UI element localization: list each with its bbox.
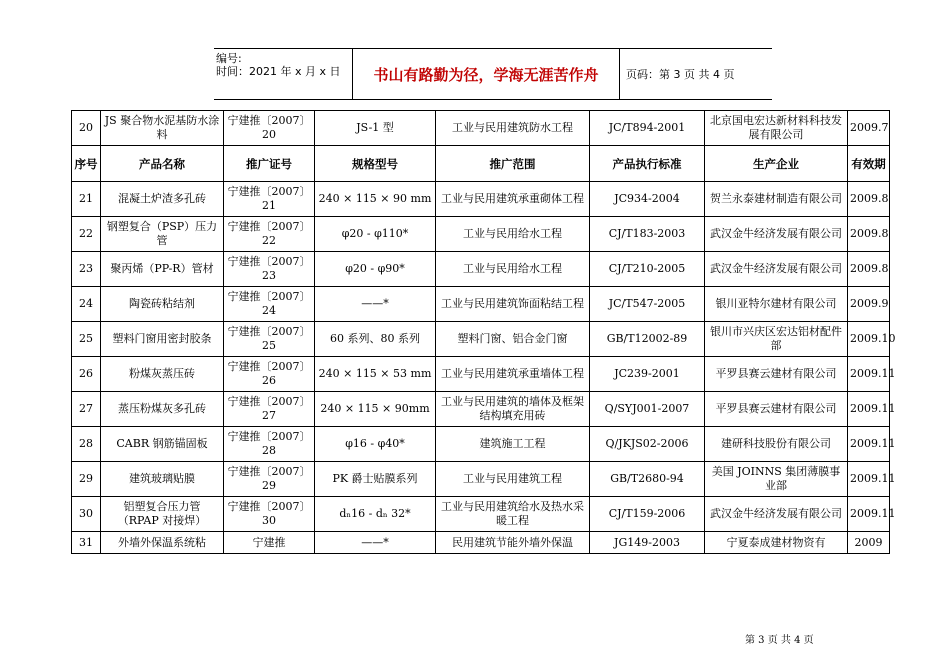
cell-no: 31 (72, 532, 101, 554)
cell-no: 24 (72, 287, 101, 322)
cell-cert: 宁建推〔2007〕26 (224, 357, 315, 392)
cell-standard: GB/T12002-89 (590, 322, 705, 357)
cell-valid: 2009.8 (848, 217, 890, 252)
cell-cert: 宁建推 (224, 532, 315, 554)
cell-valid: 2009 (848, 532, 890, 554)
cell-cert: 宁建推〔2007〕28 (224, 427, 315, 462)
cell-spec: ——* (315, 287, 436, 322)
header-spec: 规格型号 (315, 146, 436, 182)
header-name: 产品名称 (101, 146, 224, 182)
cell-cert: 宁建推〔2007〕24 (224, 287, 315, 322)
cell-cert: 宁建推〔2007〕21 (224, 182, 315, 217)
cell-valid: 2009.8 (848, 252, 890, 287)
motto: 书山有路勤为径，学海无涯苦作舟 (353, 49, 620, 99)
cell-scope: 工业与民用建筑承重墙体工程 (436, 357, 590, 392)
cell-company: 平罗县赛云建材有限公司 (705, 392, 848, 427)
cell-standard: CJ/T159-2006 (590, 497, 705, 532)
cell-spec: JS-1 型 (315, 111, 436, 146)
cell-valid: 2009.11 (848, 427, 890, 462)
cell-no: 29 (72, 462, 101, 497)
table-row (72, 322, 890, 357)
cell-valid: 2009.7 (848, 111, 890, 146)
cell-standard: CJ/T183-2003 (590, 217, 705, 252)
cell-name: 蒸压粉煤灰多孔砖 (101, 392, 224, 427)
cell-no: 30 (72, 497, 101, 532)
cell-scope: 建筑施工工程 (436, 427, 590, 462)
header-no: 序号 (72, 146, 101, 182)
cell-cert: 宁建推〔2007〕29 (224, 462, 315, 497)
cell-spec: ——* (315, 532, 436, 554)
cell-cert: 宁建推〔2007〕22 (224, 217, 315, 252)
cell-company: 北京国电宏达新材料科技发展有限公司 (705, 111, 848, 146)
header-cert: 推广证号 (224, 146, 315, 182)
cell-company: 银川市兴庆区宏达铝材配件部 (705, 322, 848, 357)
cell-name: CABR 钢筋锚固板 (101, 427, 224, 462)
table-row (72, 357, 890, 392)
page-footer: 第 3 页 共 4 页 (745, 635, 814, 646)
cell-standard: JC/T547-2005 (590, 287, 705, 322)
header-company: 生产企业 (705, 146, 848, 182)
cell-company: 武汉金牛经济发展有限公司 (705, 217, 848, 252)
cell-no: 23 (72, 252, 101, 287)
cell-name: 铝塑复合压力管（RPAP 对接焊） (101, 497, 224, 532)
cell-spec: dₙ16 - dₙ 32* (315, 497, 436, 532)
cell-company: 平罗县赛云建材有限公司 (705, 357, 848, 392)
cell-company: 银川亚特尔建材有限公司 (705, 287, 848, 322)
cell-company: 宁夏泰成建材物资有 (705, 532, 848, 554)
cell-valid: 2009.8 (848, 182, 890, 217)
cell-company: 贺兰永泰建材制造有限公司 (705, 182, 848, 217)
page-header (214, 48, 772, 100)
cell-scope: 工业与民用建筑防水工程 (436, 111, 590, 146)
cell-name: 陶瓷砖粘结剂 (101, 287, 224, 322)
cell-standard: JC/T894-2001 (590, 111, 705, 146)
cell-scope: 工业与民用给水工程 (436, 252, 590, 287)
cell-no: 27 (72, 392, 101, 427)
cell-valid: 2009.11 (848, 357, 890, 392)
page-label: 页码：第 3 页 共 4 页 (626, 68, 735, 81)
cell-company: 武汉金牛经济发展有限公司 (705, 252, 848, 287)
product-table (71, 110, 896, 554)
cell-name: JS 聚合物水泥基防水涂料 (101, 111, 224, 146)
table-row (72, 111, 890, 146)
cell-spec: 240 × 115 × 90mm (315, 392, 436, 427)
cell-name: 外墙外保温系统粘 (101, 532, 224, 554)
cell-spec: 60 系列、80 系列 (315, 322, 436, 357)
cell-scope: 工业与民用给水工程 (436, 217, 590, 252)
cell-cert: 宁建推〔2007〕27 (224, 392, 315, 427)
cell-cert: 宁建推〔2007〕23 (224, 252, 315, 287)
cell-valid: 2009.9 (848, 287, 890, 322)
cell-scope: 工业与民用建筑工程 (436, 462, 590, 497)
cell-name: 混凝土炉渣多孔砖 (101, 182, 224, 217)
cell-name: 钢塑复合（PSP）压力管 (101, 217, 224, 252)
cell-scope: 工业与民用建筑承重砌体工程 (436, 182, 590, 217)
cell-standard: JG149-2003 (590, 532, 705, 554)
cell-standard: GB/T2680-94 (590, 462, 705, 497)
cell-standard: Q/JKJS02-2006 (590, 427, 705, 462)
cell-cert: 宁建推〔2007〕30 (224, 497, 315, 532)
header-valid: 有效期 (848, 146, 890, 182)
cell-standard: JC239-2001 (590, 357, 705, 392)
cell-cert: 宁建推〔2007〕25 (224, 322, 315, 357)
table-row (72, 532, 890, 554)
header-standard: 产品执行标准 (590, 146, 705, 182)
table-row (72, 252, 890, 287)
cell-name: 聚丙烯（PP-R）管材 (101, 252, 224, 287)
number-label: 编号: (216, 52, 242, 65)
table-row (72, 392, 890, 427)
cell-spec: φ16 - φ40* (315, 427, 436, 462)
header-info (214, 49, 353, 99)
header-scope: 推广范围 (436, 146, 590, 182)
cell-spec: 240 × 115 × 53 mm (315, 357, 436, 392)
cell-valid: 2009.10 (848, 322, 890, 357)
cell-no: 25 (72, 322, 101, 357)
cell-scope: 塑料门窗、铝合金门窗 (436, 322, 590, 357)
table-row (72, 217, 890, 252)
cell-scope: 工业与民用建筑的墙体及框架结构填充用砖 (436, 392, 590, 427)
cell-spec: PK 爵士贴膜系列 (315, 462, 436, 497)
table-row (72, 497, 890, 532)
cell-cert: 宁建推〔2007〕20 (224, 111, 315, 146)
table-row (72, 182, 890, 217)
cell-no: 21 (72, 182, 101, 217)
cell-spec: φ20 - φ110* (315, 217, 436, 252)
cell-standard: CJ/T210-2005 (590, 252, 705, 287)
cell-company: 建研科技股份有限公司 (705, 427, 848, 462)
cell-valid: 2009.11 (848, 462, 890, 497)
cell-company: 美国 JOINNS 集团薄膜事业部 (705, 462, 848, 497)
cell-scope: 工业与民用建筑饰面粘结工程 (436, 287, 590, 322)
cell-no: 20 (72, 111, 101, 146)
cell-name: 建筑玻璃贴膜 (101, 462, 224, 497)
cell-standard: Q/SYJ001-2007 (590, 392, 705, 427)
cell-no: 28 (72, 427, 101, 462)
cell-standard: JC934-2004 (590, 182, 705, 217)
cell-name: 粉煤灰蒸压砖 (101, 357, 224, 392)
cell-spec: 240 × 115 × 90 mm (315, 182, 436, 217)
cell-company: 武汉金牛经济发展有限公司 (705, 497, 848, 532)
cell-valid: 2009.11 (848, 497, 890, 532)
table-row (72, 287, 890, 322)
table-row (72, 427, 890, 462)
cell-valid: 2009.11 (848, 392, 890, 427)
table-header-row (72, 146, 890, 182)
cell-spec: φ20 - φ90* (315, 252, 436, 287)
time-label: 时间：2021 年 x 月 x 日 (216, 65, 341, 78)
cell-no: 26 (72, 357, 101, 392)
table-row (72, 462, 890, 497)
cell-name: 塑料门窗用密封胶条 (101, 322, 224, 357)
cell-no: 22 (72, 217, 101, 252)
cell-scope: 工业与民用建筑给水及热水采暖工程 (436, 497, 590, 532)
cell-scope: 民用建筑节能外墙外保温 (436, 532, 590, 554)
